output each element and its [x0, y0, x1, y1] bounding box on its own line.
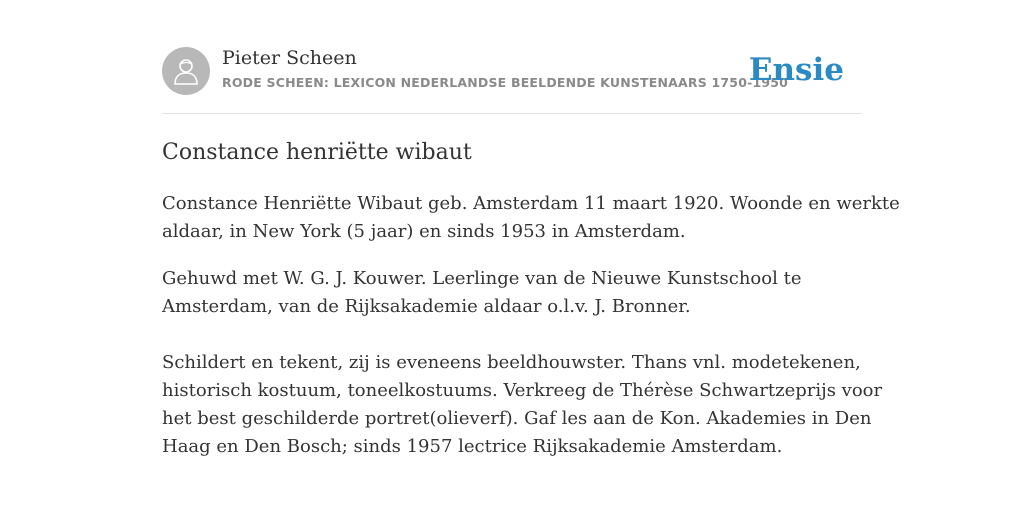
author-name[interactable]: Pieter Scheen	[222, 47, 357, 69]
header-divider	[162, 113, 862, 114]
paragraph-line: het best geschilderde portret(olieverf). Gaf les aan de Kon. Akademies in Den	[162, 408, 872, 429]
paragraph-line: aldaar, in New York (5 jaar) en sinds 1953 in Amsterdam.	[162, 221, 686, 242]
paragraph-line: Schildert en tekent, zij is eveneens beeldhouwster. Thans vnl. modetekenen,	[162, 352, 861, 373]
author-avatar[interactable]	[162, 47, 210, 95]
paragraph-line: Haag en Den Bosch; sinds 1957 lectrice Rijksakademie Amsterdam.	[162, 436, 783, 457]
article-paragraph-2	[162, 265, 862, 321]
brand-logo[interactable]: Ensie	[748, 52, 844, 88]
paragraph-line: Gehuwd met W. G. J. Kouwer. Leerlinge van de Nieuwe Kunstschool te	[162, 268, 802, 289]
paragraph-line: Constance Henriëtte Wibaut geb. Amsterdam 11 maart 1920. Woonde en werkte	[162, 193, 900, 214]
article-header	[162, 46, 862, 96]
source-title[interactable]: RODE SCHEEN: LEXICON NEDERLANDSE BEELDENDE KUNSTENAARS 1750-1950	[222, 75, 789, 90]
user-icon	[172, 56, 200, 86]
article-paragraph-3	[162, 349, 883, 461]
article-title: Constance henriëtte wibaut	[162, 140, 472, 165]
article-paragraph-1	[162, 190, 900, 246]
paragraph-line: Amsterdam, van de Rijksakademie aldaar o.l.v. J. Bronner.	[162, 296, 691, 317]
paragraph-line: historisch kostuum, toneelkostuums. Verkreeg de Thérèse Schwartzeprijs voor	[162, 380, 883, 401]
